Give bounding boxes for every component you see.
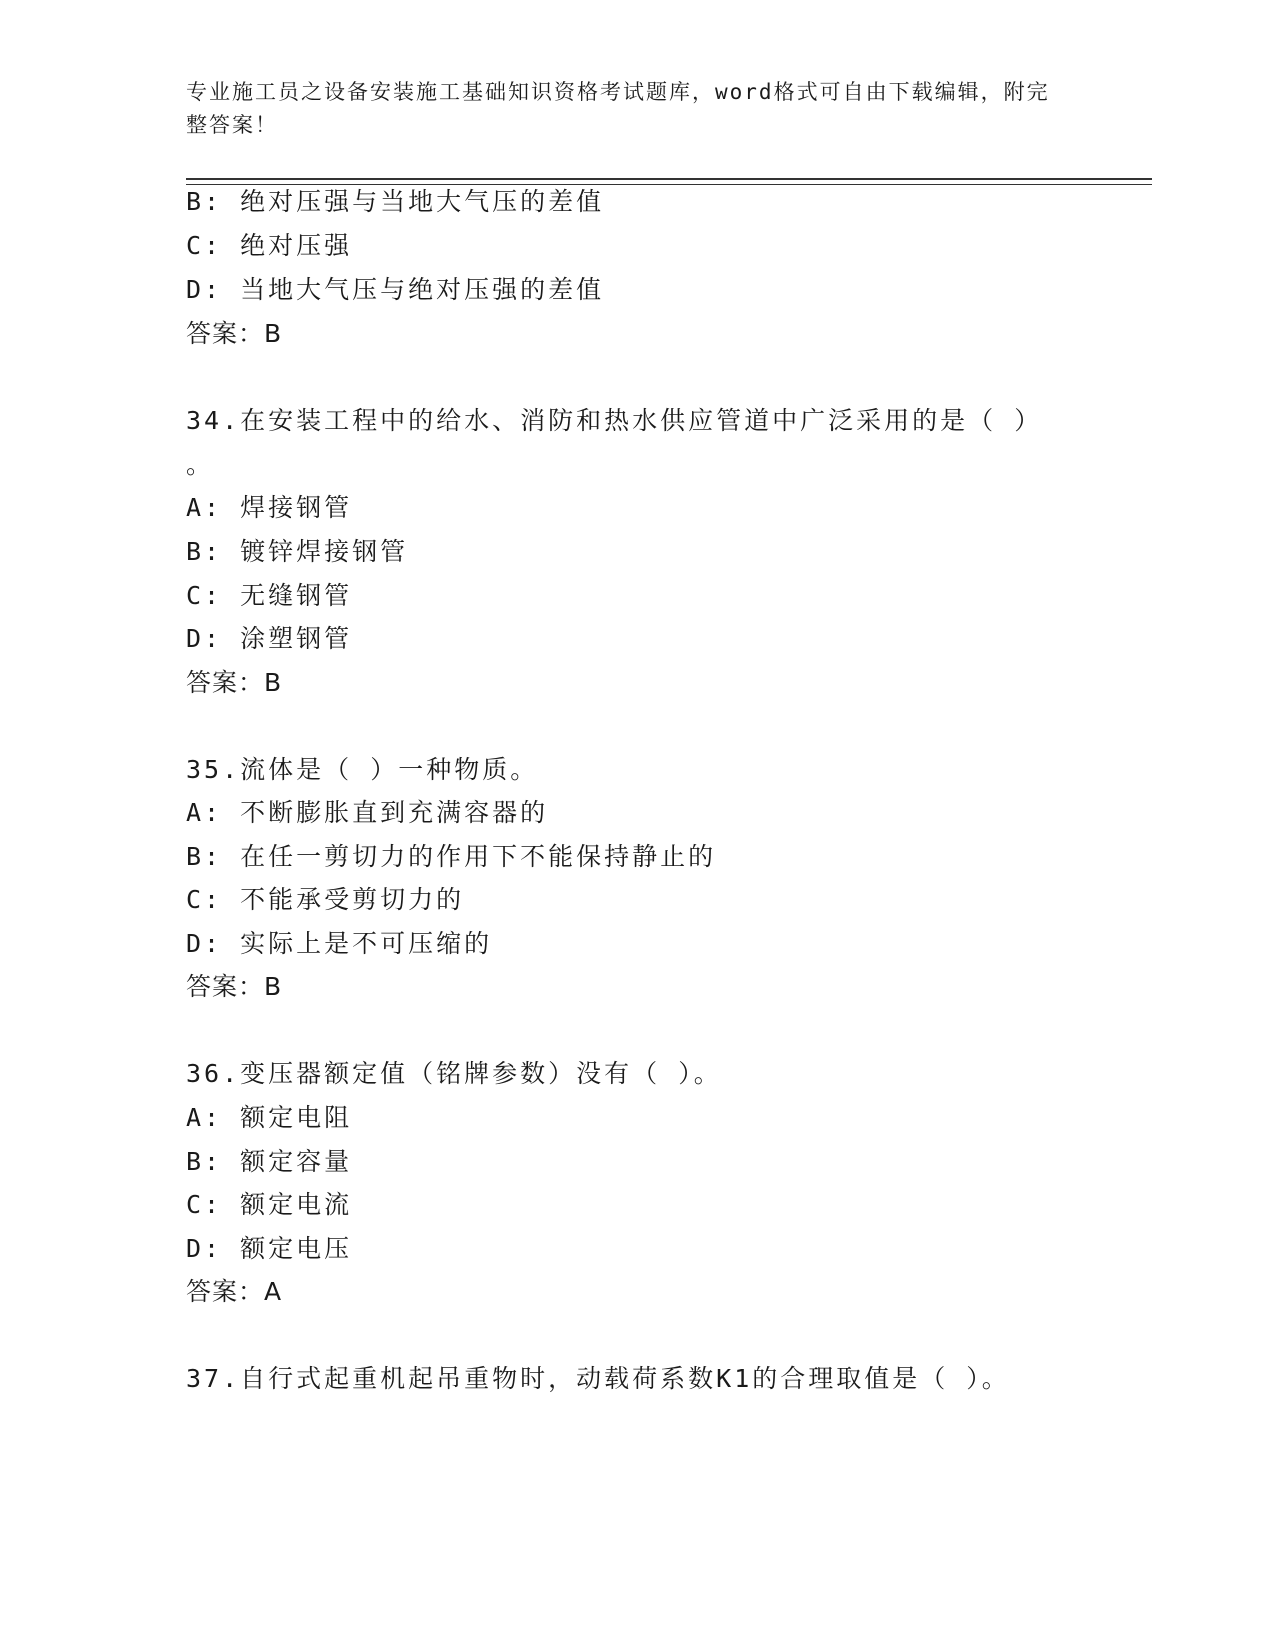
q36-question: 36.变压器额定值（铭牌参数）没有（ ）。 [186, 1059, 722, 1088]
q34-question-continuation: 。 [186, 450, 215, 479]
q34-option-d: D: 涂塑钢管 [186, 624, 353, 653]
q36-option-d: D: 额定电压 [186, 1234, 353, 1263]
q35-answer: 答案：B [186, 972, 283, 1001]
q34-option-a: A: 焊接钢管 [186, 493, 353, 522]
q34-question: 34.在安装工程中的给水、消防和热水供应管道中广泛采用的是（ ） [186, 406, 1043, 435]
q35-option-d: D: 实际上是不可压缩的 [186, 929, 493, 958]
q34-option-c: C: 无缝钢管 [186, 581, 353, 610]
q33-option-c: C: 绝对压强 [186, 231, 353, 260]
header-divider-thin [186, 184, 1152, 185]
q36-option-a: A: 额定电阻 [186, 1103, 353, 1132]
q34-answer: 答案：B [186, 668, 283, 697]
q36-answer: 答案：A [186, 1277, 283, 1306]
q35-option-a: A: 不断膨胀直到充满容器的 [186, 798, 549, 827]
document-header: 专业施工员之设备安装施工基础知识资格考试题库，word格式可自由下载编辑，附完整答案！ [186, 80, 1050, 137]
q33-answer: 答案：B [186, 319, 283, 348]
q35-option-c: C: 不能承受剪切力的 [186, 885, 465, 914]
q35-option-b: B: 在任一剪切力的作用下不能保持静止的 [186, 842, 717, 871]
q33-option-d: D: 当地大气压与绝对压强的差值 [186, 275, 605, 304]
q37-question: 37.自行式起重机起吊重物时，动载荷系数K1的合理取值是（ ）。 [186, 1364, 1010, 1393]
q36-option-c: C: 额定电流 [186, 1190, 353, 1219]
q36-option-b: B: 额定容量 [186, 1147, 353, 1176]
header-divider-thick [186, 178, 1152, 180]
q34-option-b: B: 镀锌焊接钢管 [186, 537, 409, 566]
q35-question: 35.流体是（ ）一种物质。 [186, 755, 539, 784]
q33-option-b: B: 绝对压强与当地大气压的差值 [186, 187, 605, 216]
